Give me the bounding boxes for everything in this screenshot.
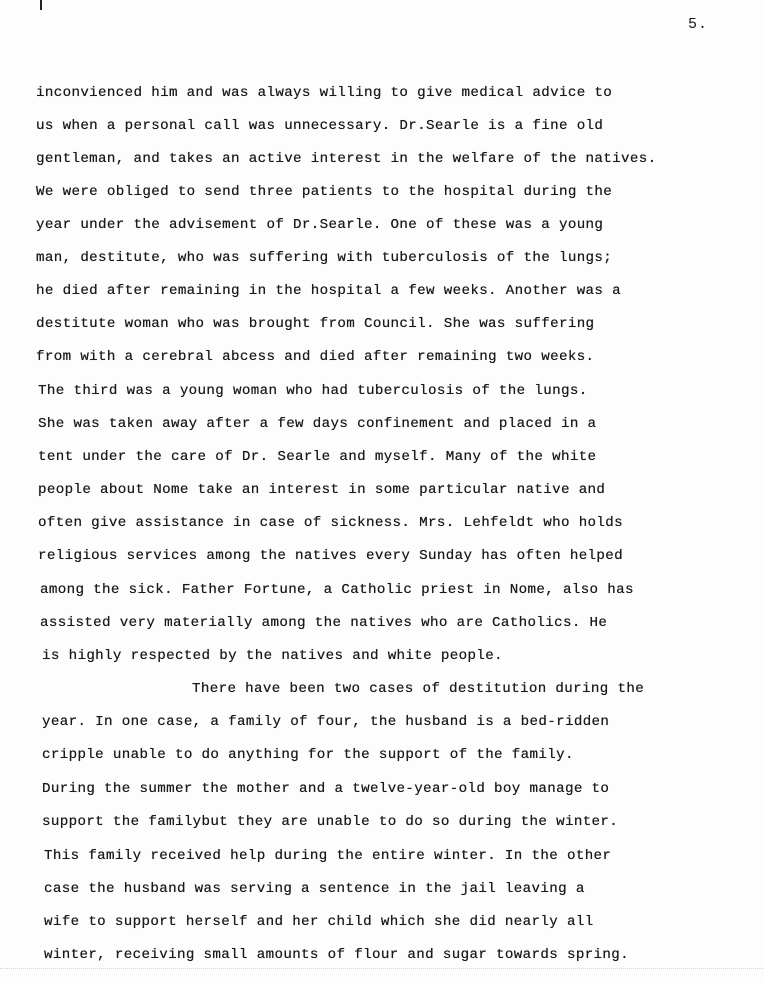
scan-edge bbox=[0, 968, 764, 981]
text-line: During the summer the mother and a twelve-year-old boy manage to bbox=[42, 781, 610, 797]
text-line: The third was a young woman who had tuberculosis of the lungs. bbox=[38, 383, 588, 399]
text-line: gentleman, and takes an active interest in the welfare of the natives. bbox=[36, 151, 657, 167]
text-line: often give assistance in case of sickness. Mrs. Lehfeldt who holds bbox=[38, 515, 624, 531]
text-line: he died after remaining in the hospital a few weeks. Another was a bbox=[36, 283, 622, 299]
text-line: religious services among the natives every Sunday has often helped bbox=[38, 548, 624, 564]
text-line: She was taken away after a few days confinement and placed in a bbox=[38, 416, 597, 432]
text-line: This family received help during the entire winter. In the other bbox=[44, 848, 612, 864]
text-line: case the husband was serving a sentence in the jail leaving a bbox=[44, 881, 585, 897]
text-line: is highly respected by the natives and white people. bbox=[42, 648, 503, 664]
text-line: wife to support herself and her child which she did nearly all bbox=[44, 914, 594, 930]
text-line: winter, receiving small amounts of flour and sugar towards spring. bbox=[44, 947, 630, 963]
text-line: tent under the care of Dr. Searle and myself. Many of the white bbox=[38, 449, 597, 465]
text-line: support the familybut they are unable to do so during the winter. bbox=[42, 814, 619, 830]
text-line: from with a cerebral abcess and died after remaining two weeks. bbox=[36, 349, 595, 365]
text-line: man, destitute, who was suffering with tuberculosis of the lungs; bbox=[36, 250, 613, 266]
text-line: year under the advisement of Dr.Searle. One of these was a young bbox=[36, 217, 604, 233]
text-line: among the sick. Father Fortune, a Catholic priest in Nome, also has bbox=[40, 582, 634, 598]
text-line: inconvienced him and was always willing to give medical advice to bbox=[36, 85, 613, 101]
text-line: destitute woman who was brought from Council. She was suffering bbox=[36, 316, 595, 332]
text-line: people about Nome take an interest in some particular native and bbox=[38, 482, 606, 498]
page-number: 5. bbox=[688, 16, 709, 33]
text-line: year. In one case, a family of four, the husband is a bed-ridden bbox=[42, 714, 610, 730]
text-line: cripple unable to do anything for the support of the family. bbox=[42, 747, 574, 763]
corner-mark bbox=[40, 0, 42, 10]
text-line: us when a personal call was unnecessary. Dr.Searle is a fine old bbox=[36, 118, 604, 134]
text-line: There have been two cases of destitution during the bbox=[192, 681, 645, 697]
text-line: assisted very materially among the natives who are Catholics. He bbox=[40, 615, 608, 631]
text-line: We were obliged to send three patients to the hospital during the bbox=[36, 184, 613, 200]
